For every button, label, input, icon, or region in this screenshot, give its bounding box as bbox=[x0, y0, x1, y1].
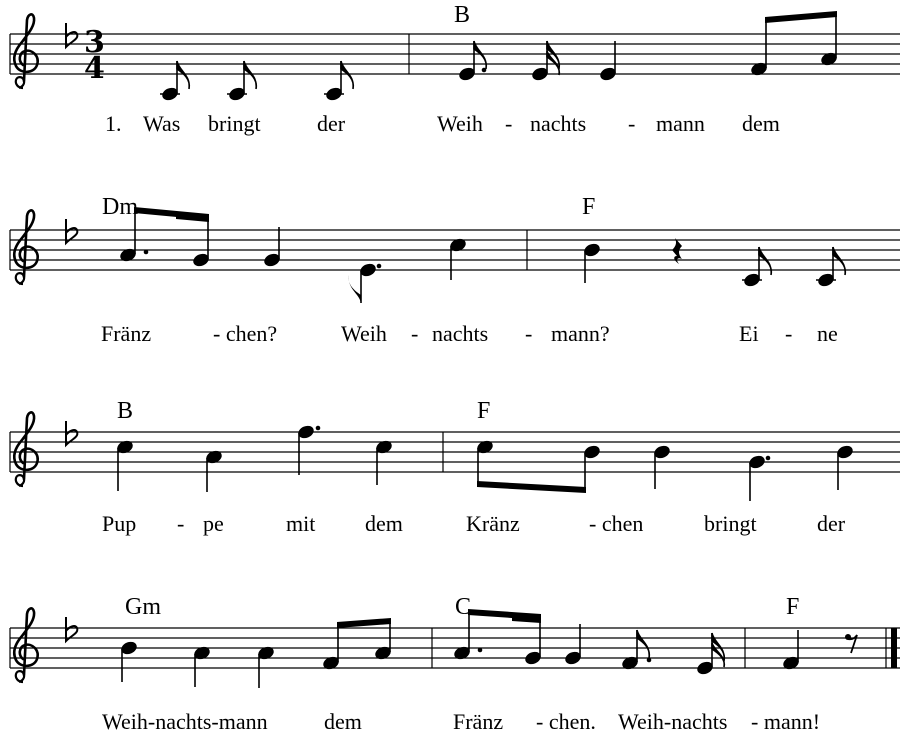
chord-symbol: Dm bbox=[102, 194, 138, 220]
svg-text:- mann!: - mann! bbox=[751, 709, 821, 734]
lyrics bbox=[105, 111, 780, 136]
time-signature-numerator: 3 bbox=[84, 25, 105, 60]
svg-text:der: der bbox=[317, 111, 346, 136]
svg-text:Kränz: Kränz bbox=[466, 511, 520, 536]
svg-text:mann?: mann? bbox=[551, 321, 610, 346]
svg-text:-: - bbox=[785, 321, 793, 346]
notes bbox=[120, 612, 799, 688]
svg-text:dem: dem bbox=[365, 511, 403, 536]
notes bbox=[116, 425, 853, 501]
final-barline bbox=[891, 628, 897, 668]
svg-text:der: der bbox=[817, 511, 846, 536]
svg-text:dem: dem bbox=[742, 111, 780, 136]
chord-symbol: C bbox=[455, 594, 472, 620]
flag bbox=[349, 275, 361, 303]
svg-text:nachts: nachts bbox=[530, 111, 587, 136]
svg-text:-: - bbox=[505, 111, 513, 136]
svg-text:- chen.: - chen. bbox=[536, 709, 596, 734]
lyrics bbox=[102, 709, 820, 734]
svg-text:-: - bbox=[628, 111, 636, 136]
treble-clef-icon bbox=[14, 14, 37, 88]
svg-text:Fränz: Fränz bbox=[101, 321, 152, 346]
chord-symbol: Gm bbox=[125, 594, 161, 620]
svg-text:bringt: bringt bbox=[704, 511, 757, 536]
chord-symbol: F bbox=[786, 594, 800, 620]
svg-text:-: - bbox=[411, 321, 419, 346]
notes bbox=[119, 210, 845, 303]
svg-text:1.: 1. bbox=[105, 111, 122, 136]
notes bbox=[160, 14, 838, 101]
time-signature-denominator: 4 bbox=[84, 51, 105, 86]
chord-symbol: B bbox=[454, 2, 471, 28]
beam bbox=[765, 11, 837, 23]
svg-text:dem: dem bbox=[324, 709, 362, 734]
treble-clef-icon bbox=[14, 412, 37, 486]
system-4 bbox=[10, 594, 900, 734]
treble-clef-icon bbox=[14, 210, 37, 284]
svg-text:- chen: - chen bbox=[589, 511, 644, 536]
system-3 bbox=[10, 398, 900, 536]
staff-lines bbox=[10, 628, 900, 668]
svg-text:- chen?: - chen? bbox=[213, 321, 278, 346]
svg-text:Weih: Weih bbox=[341, 321, 387, 346]
chord-symbol: B bbox=[117, 398, 134, 424]
svg-text:pe: pe bbox=[203, 511, 224, 536]
svg-text:mann: mann bbox=[656, 111, 705, 136]
chord-symbol: F bbox=[582, 194, 596, 220]
svg-text:Fränz: Fränz bbox=[453, 709, 504, 734]
treble-clef-icon bbox=[14, 608, 37, 682]
svg-text:ne: ne bbox=[817, 321, 838, 346]
svg-text:Ei: Ei bbox=[739, 321, 759, 346]
svg-text:Weih: Weih bbox=[437, 111, 483, 136]
svg-text:-: - bbox=[525, 321, 533, 346]
beam bbox=[337, 618, 391, 628]
chord-symbol: F bbox=[477, 398, 491, 424]
svg-text:mit: mit bbox=[286, 511, 316, 536]
svg-text:Was: Was bbox=[143, 111, 181, 136]
svg-text:Weih-nachts: Weih-nachts bbox=[618, 709, 728, 734]
system-1 bbox=[10, 2, 900, 136]
system-2 bbox=[10, 194, 900, 346]
svg-text:nachts: nachts bbox=[432, 321, 489, 346]
svg-text:-: - bbox=[177, 511, 185, 536]
eighth-rest-icon bbox=[845, 634, 857, 653]
svg-text:Pup: Pup bbox=[102, 511, 137, 536]
svg-text:bringt: bringt bbox=[208, 111, 261, 136]
staff-lines bbox=[10, 432, 900, 472]
svg-text:Weih-nachts-mann: Weih-nachts-mann bbox=[102, 709, 268, 734]
lyrics bbox=[102, 511, 846, 536]
lyrics bbox=[101, 321, 838, 346]
beam bbox=[477, 481, 586, 493]
